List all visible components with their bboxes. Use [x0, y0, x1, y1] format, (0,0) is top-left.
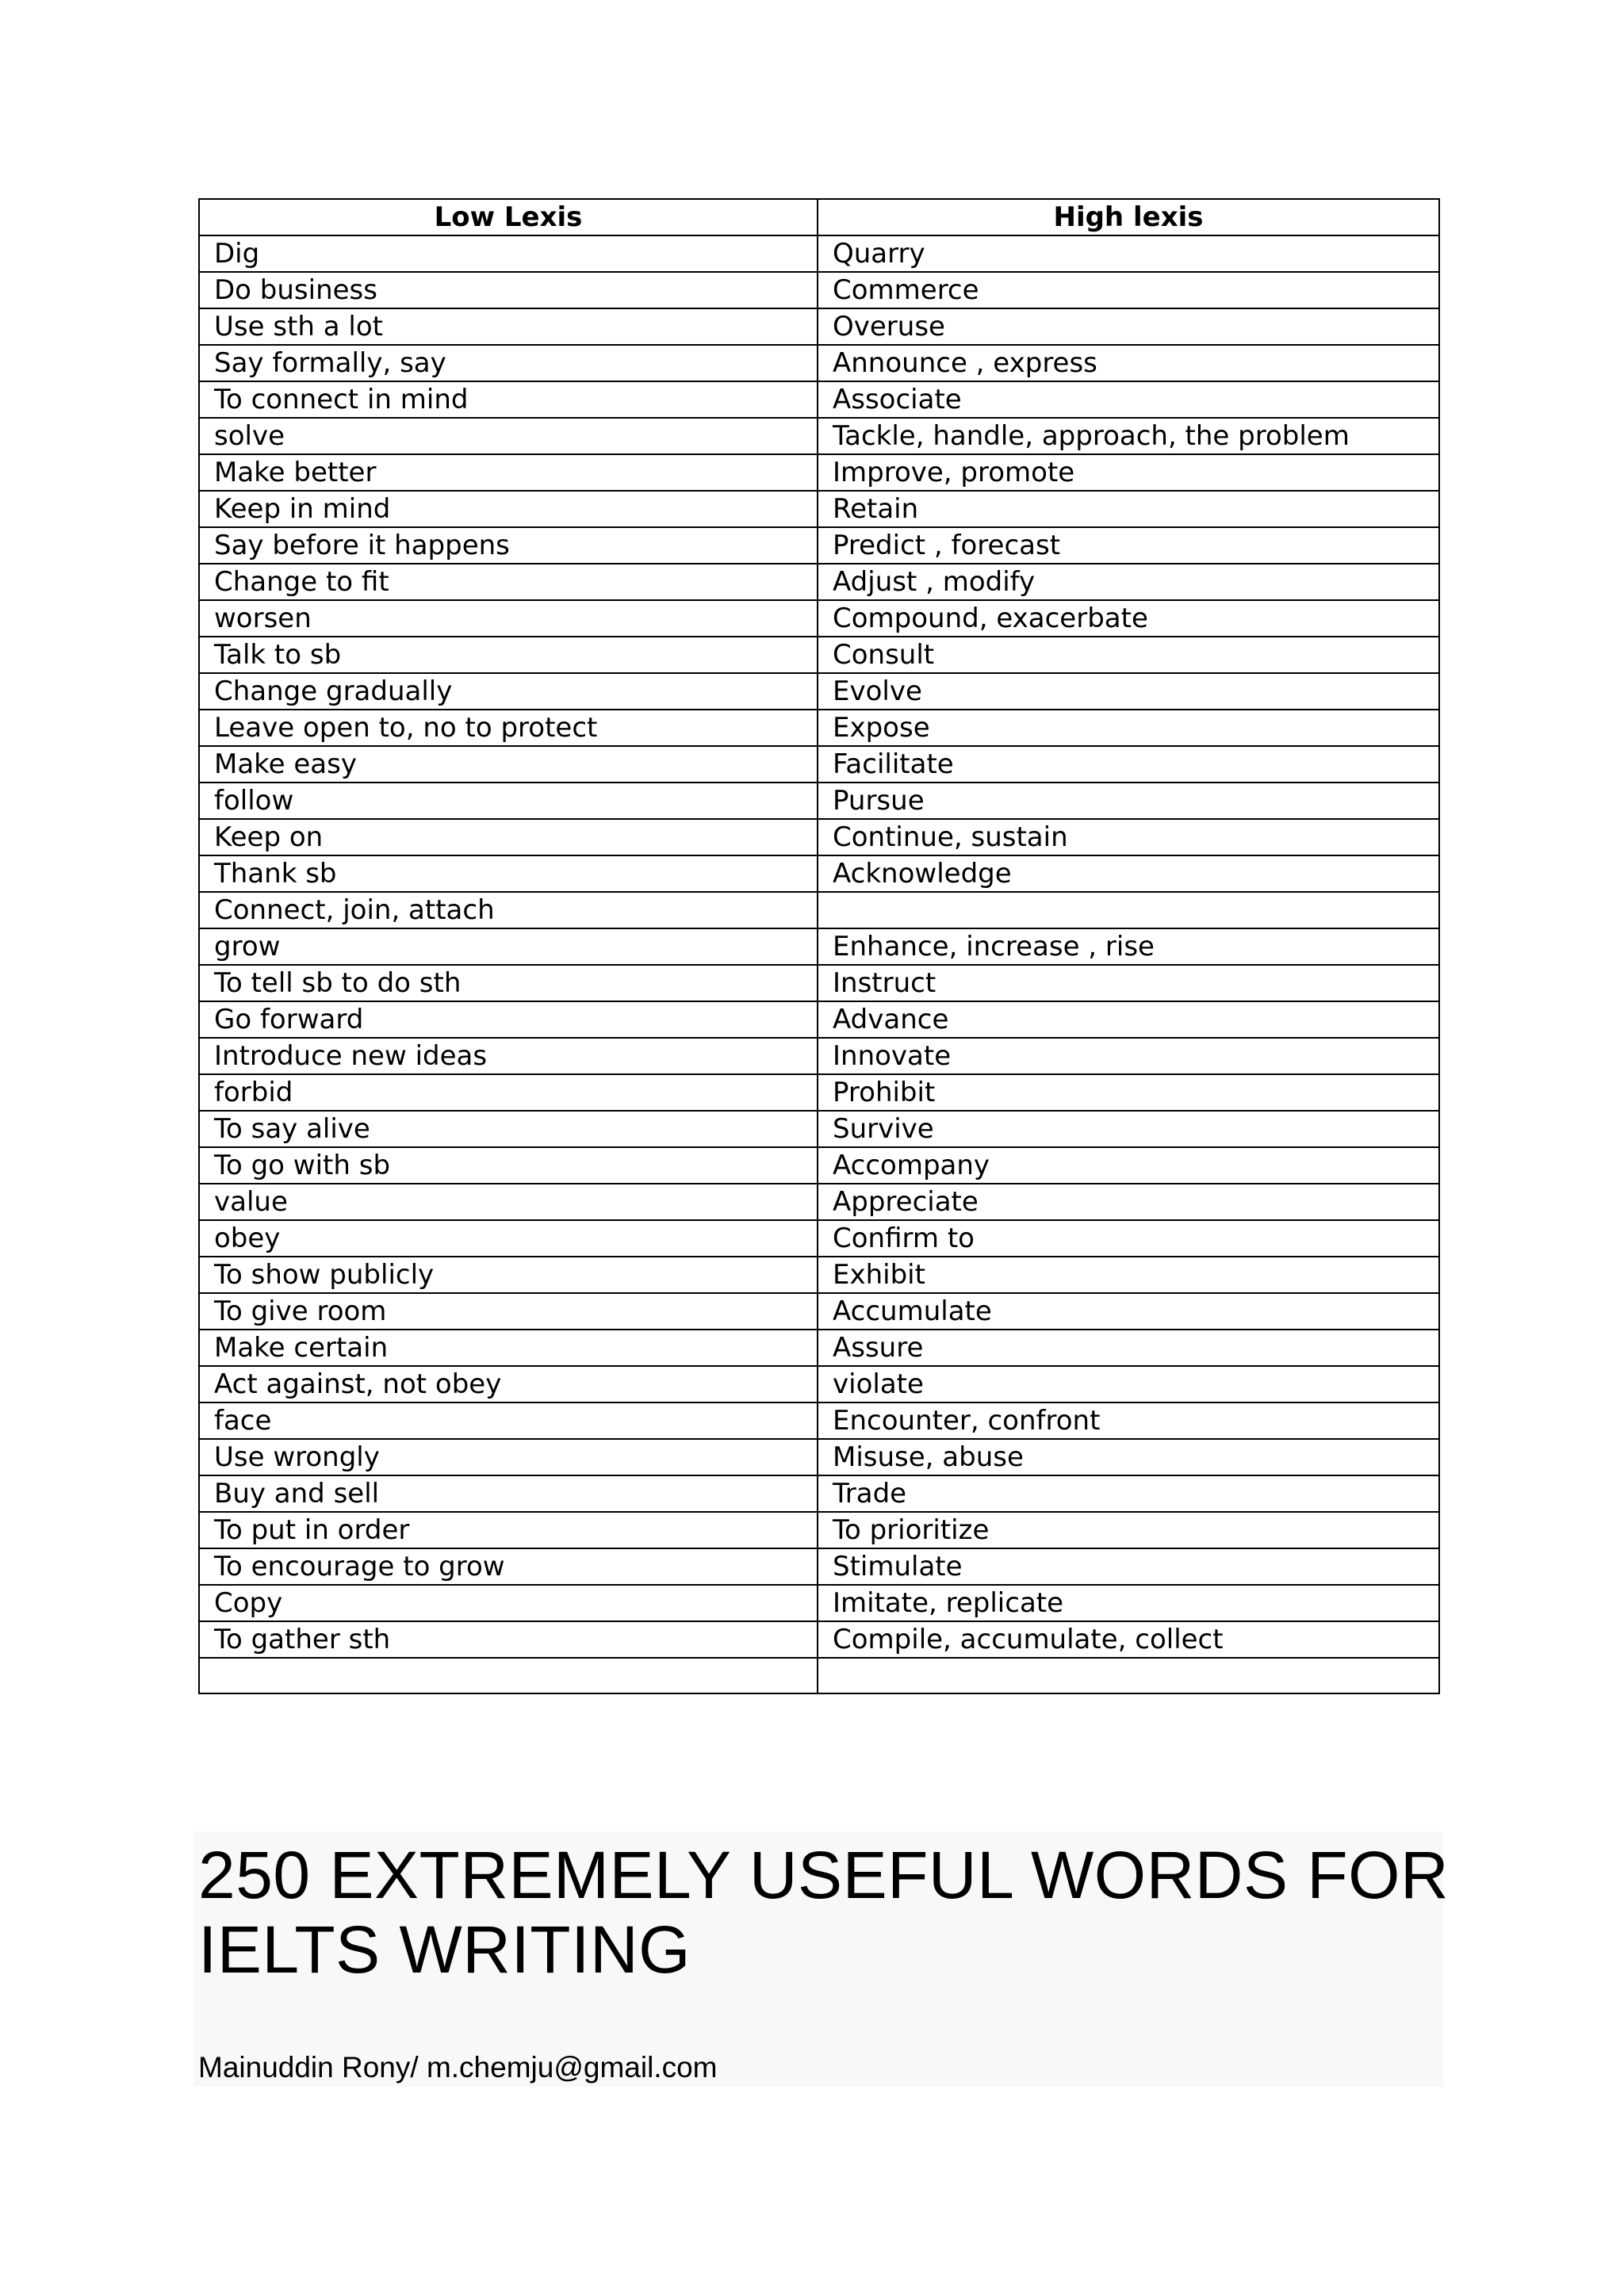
high-lexis-cell: Facilitate	[818, 746, 1439, 783]
table-row	[199, 637, 1439, 673]
table-row	[199, 855, 1439, 892]
high-lexis-cell: Retain	[818, 491, 1439, 527]
table-row	[199, 308, 1439, 345]
author-credit: Mainuddin Rony/ m.chemju@gmail.com	[198, 2051, 718, 2084]
low-lexis-cell: Use wrongly	[199, 1439, 818, 1475]
low-lexis-cell: Copy	[199, 1585, 818, 1621]
high-lexis-cell	[818, 1658, 1439, 1693]
table-row	[199, 345, 1439, 381]
table-row	[199, 454, 1439, 491]
high-lexis-cell: Misuse, abuse	[818, 1439, 1439, 1475]
table-row	[199, 710, 1439, 746]
low-lexis-cell: To gather sth	[199, 1621, 818, 1658]
table-row	[199, 1293, 1439, 1330]
low-lexis-cell: Change to fit	[199, 564, 818, 600]
low-lexis-cell: follow	[199, 783, 818, 819]
high-lexis-cell: Adjust , modify	[818, 564, 1439, 600]
table-row	[199, 1257, 1439, 1293]
table-row	[199, 1548, 1439, 1585]
high-lexis-cell: violate	[818, 1366, 1439, 1402]
high-lexis-cell: Evolve	[818, 673, 1439, 710]
table-row	[199, 1621, 1439, 1658]
table-row	[199, 928, 1439, 965]
high-lexis-cell: Compile, accumulate, collect	[818, 1621, 1439, 1658]
high-lexis-cell: Improve, promote	[818, 454, 1439, 491]
low-lexis-cell	[199, 1658, 818, 1693]
low-lexis-cell: Make better	[199, 454, 818, 491]
table-row	[199, 1439, 1439, 1475]
table-row	[199, 235, 1439, 272]
title-line-2: IELTS WRITING	[198, 1912, 691, 1987]
high-lexis-cell: Continue, sustain	[818, 819, 1439, 855]
high-lexis-cell: Survive	[818, 1111, 1439, 1147]
high-lexis-cell: Trade	[818, 1475, 1439, 1512]
low-lexis-cell: To say alive	[199, 1111, 818, 1147]
table-row	[199, 965, 1439, 1001]
high-lexis-cell: Imitate, replicate	[818, 1585, 1439, 1621]
high-lexis-cell: Commerce	[818, 272, 1439, 308]
table-body	[199, 235, 1439, 1693]
low-lexis-cell: solve	[199, 418, 818, 454]
low-lexis-cell: Keep in mind	[199, 491, 818, 527]
low-lexis-cell: To connect in mind	[199, 381, 818, 418]
low-lexis-cell: To go with sb	[199, 1147, 818, 1184]
high-lexis-cell: Advance	[818, 1001, 1439, 1038]
table-row	[199, 1330, 1439, 1366]
low-lexis-cell: obey	[199, 1220, 818, 1257]
table-row	[199, 1585, 1439, 1621]
high-lexis-cell: Tackle, handle, approach, the problem	[818, 418, 1439, 454]
lexis-table	[198, 198, 1440, 1694]
low-lexis-cell: Make easy	[199, 746, 818, 783]
low-lexis-cell: Thank sb	[199, 855, 818, 892]
high-lexis-cell: Encounter, confront	[818, 1402, 1439, 1439]
high-lexis-cell: Associate	[818, 381, 1439, 418]
high-lexis-cell: Stimulate	[818, 1548, 1439, 1585]
table-row	[199, 1402, 1439, 1439]
high-lexis-cell: Enhance, increase , rise	[818, 928, 1439, 965]
low-lexis-cell: Leave open to, no to protect	[199, 710, 818, 746]
high-lexis-cell: Compound, exacerbate	[818, 600, 1439, 637]
low-lexis-cell: Talk to sb	[199, 637, 818, 673]
table-row	[199, 1220, 1439, 1257]
table-row	[199, 1111, 1439, 1147]
low-lexis-cell: Make certain	[199, 1330, 818, 1366]
table-row	[199, 418, 1439, 454]
low-lexis-cell: Do business	[199, 272, 818, 308]
low-lexis-cell: forbid	[199, 1074, 818, 1111]
table-row	[199, 1366, 1439, 1402]
table-row	[199, 1475, 1439, 1512]
table-row	[199, 1184, 1439, 1220]
low-lexis-cell: To encourage to grow	[199, 1548, 818, 1585]
low-lexis-cell: face	[199, 1402, 818, 1439]
low-lexis-cell: Act against, not obey	[199, 1366, 818, 1402]
low-lexis-cell: Connect, join, attach	[199, 892, 818, 928]
high-lexis-cell: Innovate	[818, 1038, 1439, 1074]
low-lexis-cell: Introduce new ideas	[199, 1038, 818, 1074]
table-row	[199, 1074, 1439, 1111]
high-lexis-cell: Appreciate	[818, 1184, 1439, 1220]
high-lexis-cell: Overuse	[818, 308, 1439, 345]
table-row	[199, 892, 1439, 928]
high-lexis-cell: Instruct	[818, 965, 1439, 1001]
table-row	[199, 1512, 1439, 1548]
table-row	[199, 783, 1439, 819]
high-lexis-cell: Accumulate	[818, 1293, 1439, 1330]
table-row	[199, 564, 1439, 600]
high-lexis-cell: Pursue	[818, 783, 1439, 819]
table-row	[199, 527, 1439, 564]
high-lexis-cell: Exhibit	[818, 1257, 1439, 1293]
low-lexis-cell: To show publicly	[199, 1257, 818, 1293]
high-lexis-cell: Predict , forecast	[818, 527, 1439, 564]
low-lexis-cell: Change gradually	[199, 673, 818, 710]
low-lexis-cell: To put in order	[199, 1512, 818, 1548]
low-lexis-cell: Say formally, say	[199, 345, 818, 381]
high-lexis-cell: Confirm to	[818, 1220, 1439, 1257]
table-row	[199, 600, 1439, 637]
table-row	[199, 1658, 1439, 1693]
table-row	[199, 819, 1439, 855]
table-row	[199, 491, 1439, 527]
low-lexis-cell: value	[199, 1184, 818, 1220]
high-lexis-cell: Quarry	[818, 235, 1439, 272]
low-lexis-cell: To give room	[199, 1293, 818, 1330]
low-lexis-cell: Use sth a lot	[199, 308, 818, 345]
table-header-row	[199, 199, 1439, 235]
table-row	[199, 1147, 1439, 1184]
high-lexis-cell: Acknowledge	[818, 855, 1439, 892]
low-lexis-cell: To tell sb to do sth	[199, 965, 818, 1001]
high-lexis-cell: Assure	[818, 1330, 1439, 1366]
table-row	[199, 746, 1439, 783]
low-lexis-cell: Say before it happens	[199, 527, 818, 564]
table-row	[199, 1001, 1439, 1038]
table-row	[199, 381, 1439, 418]
high-lexis-cell: To prioritize	[818, 1512, 1439, 1548]
title-line-1: 250 EXTREMELY USEFUL WORDS FOR	[198, 1838, 1450, 1912]
table-row	[199, 1038, 1439, 1074]
high-lexis-cell: Prohibit	[818, 1074, 1439, 1111]
high-lexis-cell: Announce , express	[818, 345, 1439, 381]
low-lexis-cell: Keep on	[199, 819, 818, 855]
document-title	[198, 1838, 1467, 1987]
high-lexis-cell: Accompany	[818, 1147, 1439, 1184]
low-lexis-cell: Dig	[199, 235, 818, 272]
high-lexis-cell: Expose	[818, 710, 1439, 746]
high-lexis-cell	[818, 892, 1439, 928]
low-lexis-cell: worsen	[199, 600, 818, 637]
table-row	[199, 673, 1439, 710]
low-lexis-cell: Go forward	[199, 1001, 818, 1038]
column-header-high-lexis: High lexis	[818, 199, 1439, 235]
high-lexis-cell: Consult	[818, 637, 1439, 673]
table-row	[199, 272, 1439, 308]
low-lexis-cell: Buy and sell	[199, 1475, 818, 1512]
column-header-low-lexis: Low Lexis	[199, 199, 818, 235]
low-lexis-cell: grow	[199, 928, 818, 965]
